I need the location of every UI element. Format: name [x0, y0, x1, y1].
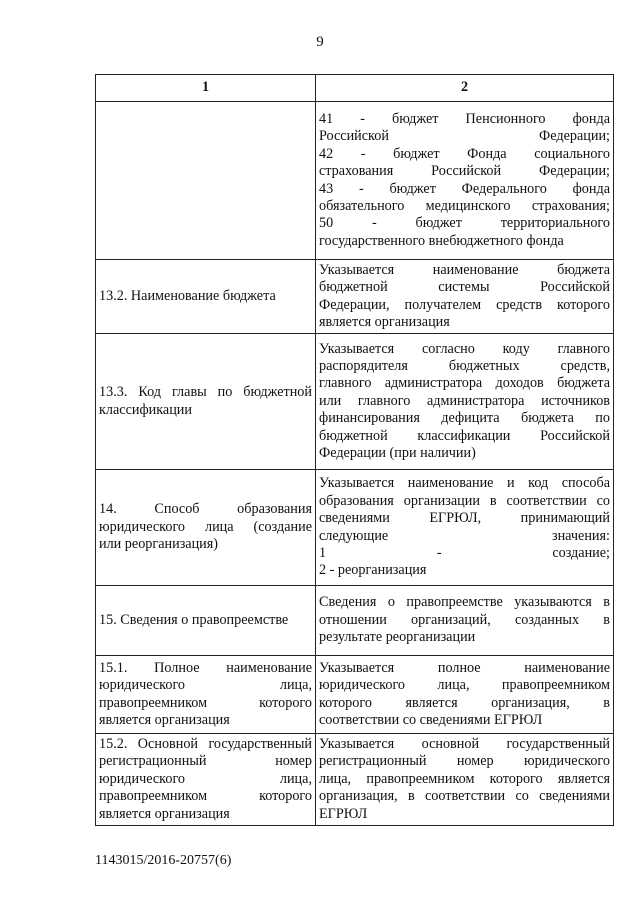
text-line: государственного внебюджетного фонда — [319, 232, 564, 249]
text-line: распорядителя бюджетных средств, — [319, 357, 610, 374]
text-line: юридического лица, — [99, 770, 312, 787]
text-line: 42 - бюджет Фонда социального — [319, 145, 610, 162]
text-line: правопреемником которого — [99, 788, 312, 805]
table-row — [96, 656, 614, 734]
field-description-cell — [316, 470, 614, 586]
field-name-cell — [96, 260, 316, 334]
text-line: юридического лица (создание — [99, 518, 312, 535]
field-description-cell — [316, 260, 614, 334]
table-row — [96, 470, 614, 586]
text-line: Указывается наименование бюджета — [319, 261, 610, 278]
table-row — [96, 102, 614, 260]
text-line: следующие значения: — [319, 527, 610, 544]
field-name-cell — [96, 470, 316, 586]
document-code: 1143015/2016-20757(6) — [95, 853, 232, 868]
table-row — [96, 334, 614, 470]
column-header-1: 1 — [96, 75, 316, 102]
text-line: Сведения о правопреемстве указываются в — [319, 594, 610, 611]
field-description-cell — [316, 102, 614, 260]
text-line: Указывается основной государственный — [319, 735, 610, 752]
text-line: 15.1. Полное наименование — [99, 659, 312, 676]
field-description-cell — [316, 334, 614, 470]
field-description-cell — [316, 734, 614, 826]
text-line: Федерации, получателем средств которого — [319, 296, 610, 313]
document-table — [95, 74, 614, 826]
text-line: 41 - бюджет Пенсионного фонда — [319, 110, 610, 127]
text-line: обязательного медицинского страхования; — [319, 197, 610, 214]
text-line: 13.3. Код главы по бюджетной — [99, 384, 312, 401]
text-line: классификации — [99, 401, 192, 418]
table-row — [96, 260, 614, 334]
text-line: регистрационный номер — [99, 753, 312, 770]
text-line: Российской Федерации; — [319, 128, 610, 145]
text-line: 1 - создание; — [319, 544, 610, 561]
text-line: сведениями ЕГРЮЛ, принимающий — [319, 510, 610, 527]
text-line: результате реорганизации — [319, 629, 476, 646]
text-line: или реорганизация) — [99, 536, 219, 553]
text-line: ЕГРЮЛ — [319, 805, 368, 822]
text-line: Указывается полное наименование — [319, 659, 610, 676]
text-line: образования организации в соответствии со — [319, 492, 610, 509]
text-line: страхования Российской Федерации; — [319, 163, 610, 180]
text-line: отношении организаций, созданных в — [319, 611, 610, 628]
text-line: бюджетной классификации Российской — [319, 427, 610, 444]
column-header-2: 2 — [316, 75, 614, 102]
text-line: бюджетной системы Российской — [319, 279, 610, 296]
field-name-cell — [96, 656, 316, 734]
text-line: которого является организация, в — [319, 694, 610, 711]
text-line: 14. Способ образования — [99, 501, 312, 518]
field-description-cell — [316, 586, 614, 656]
text-line: соответствии со сведениями ЕГРЮЛ — [319, 711, 543, 728]
text-line: 15.2. Основной государственный — [99, 735, 312, 752]
text-line: 13.2. Наименование бюджета — [99, 287, 276, 304]
text-line: Указывается наименование и код способа — [319, 475, 610, 492]
field-description-cell — [316, 656, 614, 734]
text-line: 43 - бюджет Федерального фонда — [319, 180, 610, 197]
text-line: является организация — [99, 711, 230, 728]
text-line: является организация — [99, 805, 230, 822]
text-line: является организация — [319, 313, 450, 330]
text-line: правопреемником которого — [99, 694, 312, 711]
text-line: юридического лица, — [99, 677, 312, 694]
text-line: или главного администратора источников — [319, 392, 610, 409]
page-number: 9 — [316, 34, 324, 50]
text-line: юридического лица, правопреемником — [319, 677, 610, 694]
field-name-cell — [96, 102, 316, 260]
text-line: регистрационный номер юридического — [319, 753, 610, 770]
text-line: Указывается согласно коду главного — [319, 340, 610, 357]
text-line: финансирования дефицита бюджета по — [319, 410, 610, 427]
text-line: 2 - реорганизация — [319, 562, 427, 579]
field-name-cell — [96, 734, 316, 826]
text-line: Федерации (при наличии) — [319, 445, 476, 462]
text-line: 50 - бюджет территориального — [319, 215, 610, 232]
text-line: 15. Сведения о правопреемстве — [99, 611, 289, 628]
table-header-row — [96, 75, 614, 102]
text-line: организация, в соответствии со сведениями — [319, 788, 610, 805]
field-name-cell — [96, 334, 316, 470]
field-name-cell — [96, 586, 316, 656]
table-row — [96, 586, 614, 656]
table-row — [96, 734, 614, 826]
text-line: лица, правопреемником которого является — [319, 770, 610, 787]
text-line: главного администратора доходов бюджета — [319, 375, 610, 392]
